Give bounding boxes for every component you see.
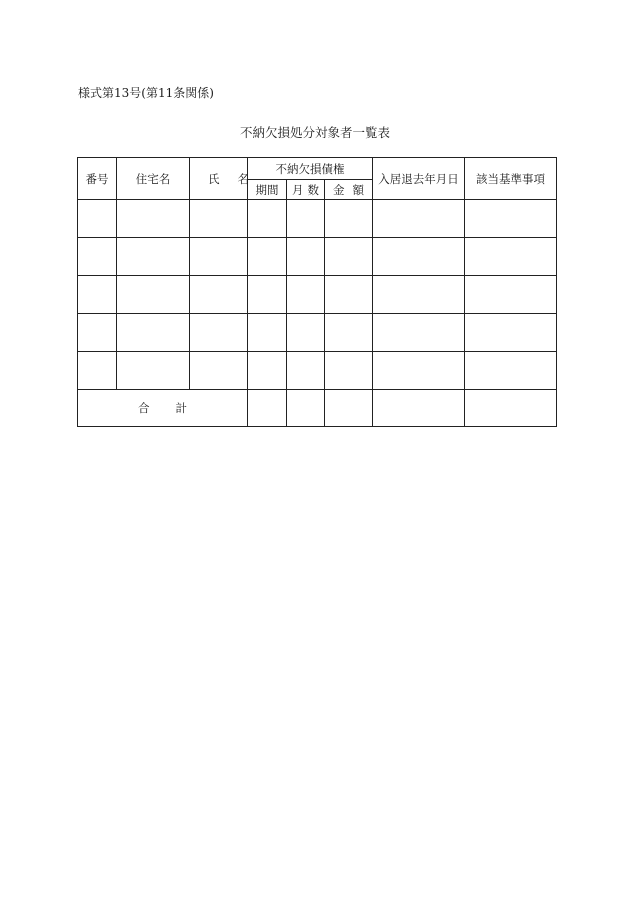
table-cell <box>373 200 465 238</box>
header-period: 期間 <box>248 180 287 200</box>
table-cell <box>465 276 557 314</box>
header-claim-group: 不納欠損債権 <box>248 158 373 180</box>
table-cell <box>190 238 248 276</box>
table-cell <box>117 276 190 314</box>
table-cell <box>465 200 557 238</box>
header-amount: 金額 <box>325 180 373 200</box>
table-cell <box>248 352 287 390</box>
total-row <box>78 390 557 427</box>
total-period-cell <box>248 390 287 427</box>
table-row <box>78 352 557 390</box>
table-cell <box>325 276 373 314</box>
table-cell <box>373 238 465 276</box>
table-cell <box>117 352 190 390</box>
table-cell <box>78 276 117 314</box>
header-move-in-out-date: 入居退去年月日 <box>373 158 465 200</box>
table-cell <box>373 352 465 390</box>
total-amount-cell <box>325 390 373 427</box>
table-cell <box>325 200 373 238</box>
total-criteria-cell <box>465 390 557 427</box>
table-cell <box>373 314 465 352</box>
table-cell <box>248 200 287 238</box>
table-cell <box>325 314 373 352</box>
table-cell <box>465 352 557 390</box>
table-cell <box>287 276 325 314</box>
table-row <box>78 238 557 276</box>
deficit-disposal-table <box>77 157 557 427</box>
table-cell <box>325 238 373 276</box>
header-months: 月数 <box>287 180 325 200</box>
header-housing-name: 住宅名 <box>117 158 190 200</box>
header-name: 氏名 <box>190 158 248 200</box>
table-cell <box>117 238 190 276</box>
table-cell <box>287 352 325 390</box>
table-cell <box>78 238 117 276</box>
table-cell <box>287 314 325 352</box>
table-cell <box>78 200 117 238</box>
table-cell <box>248 276 287 314</box>
table-cell <box>325 352 373 390</box>
table-cell <box>465 238 557 276</box>
table-cell <box>190 314 248 352</box>
total-months-cell <box>287 390 325 427</box>
table-cell <box>117 314 190 352</box>
document-title: 不納欠損処分対象者一覧表 <box>239 125 390 140</box>
form-number: 様式第13号(第11条関係) <box>78 86 214 100</box>
header-number: 番号 <box>78 158 117 200</box>
table-row <box>78 314 557 352</box>
table-cell <box>190 200 248 238</box>
total-move-date-cell <box>373 390 465 427</box>
table-cell <box>287 200 325 238</box>
table-cell <box>248 238 287 276</box>
table-cell <box>190 352 248 390</box>
header-applicable-criteria: 該当基準事項 <box>465 158 557 200</box>
table-cell <box>248 314 287 352</box>
header-row <box>78 158 557 180</box>
table-row <box>78 200 557 238</box>
table-row <box>78 276 557 314</box>
table-cell <box>373 276 465 314</box>
table-cell <box>190 276 248 314</box>
total-label: 合計 <box>78 390 248 427</box>
table-cell <box>78 352 117 390</box>
table-cell <box>287 238 325 276</box>
table-cell <box>465 314 557 352</box>
table-cell <box>78 314 117 352</box>
table-cell <box>117 200 190 238</box>
